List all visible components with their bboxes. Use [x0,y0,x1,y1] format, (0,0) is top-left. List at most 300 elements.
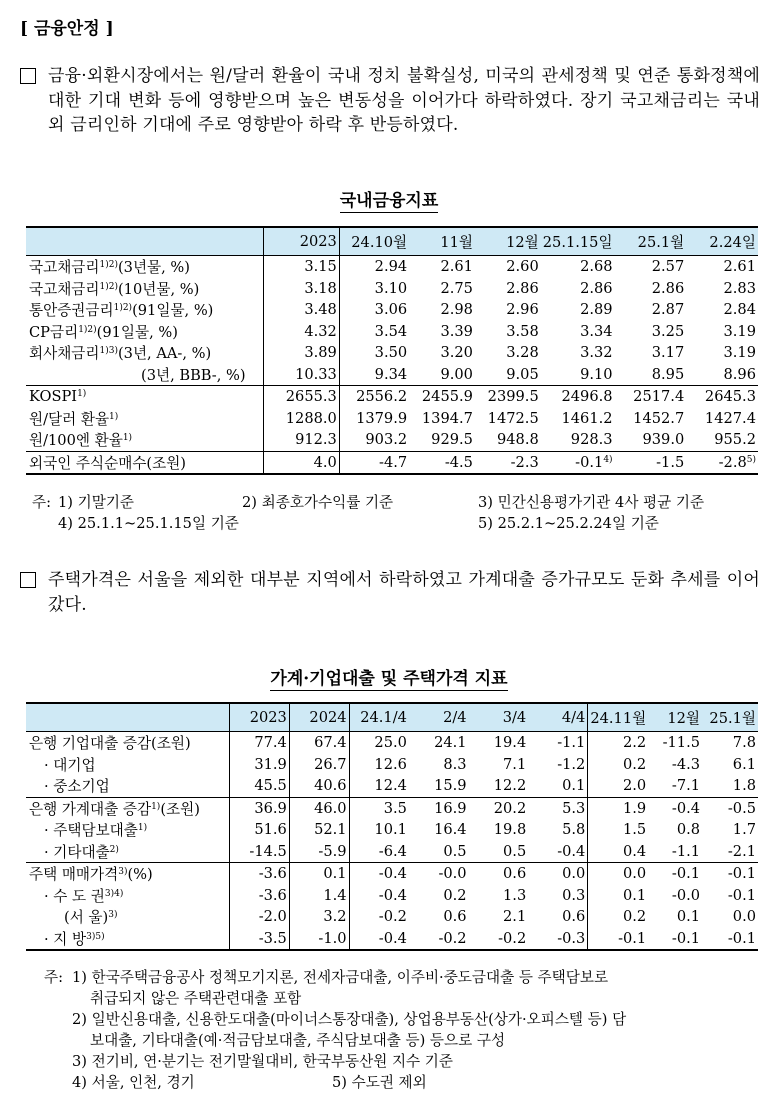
row-label [26,299,264,321]
table-cell [289,906,349,928]
table-cell [702,906,758,928]
table-row [26,819,758,841]
row-label [26,256,264,278]
table-cell [349,841,409,863]
footnote-marker: 1) [137,823,148,834]
table-cell [541,451,615,474]
cell-value: 929.5 [431,431,473,449]
row-label [26,342,264,364]
cell-value: 3.89 [304,344,337,362]
row-label-text: · 주택담보대출 [44,822,138,840]
row-label [26,364,264,386]
table-cell [702,885,758,907]
table-cell [615,364,687,386]
row-label-unit: (%) [127,866,153,884]
table-cell [264,364,340,386]
cell-value: 948.8 [496,431,539,449]
table-cell [264,342,340,364]
cell-value: -4.3 [671,755,701,773]
domestic-financial-indicators-table [26,226,758,475]
cell-value: 2.94 [374,258,408,276]
cell-value: 26.7 [314,755,347,773]
table-cell [409,841,469,863]
cell-value: 1427.4 [704,409,756,427]
table-cell [339,364,409,386]
cell-value: 955.2 [714,431,756,449]
cell-value: 928.3 [570,431,613,449]
table-cell [648,775,702,797]
row-label-unit: (조원) [160,800,200,818]
table-cell [409,321,475,343]
column-header: 4/4 [528,703,588,732]
note-2: 2) 최종호가수익률 기준 [242,494,394,511]
table-cell [339,342,409,364]
cell-value: 25.0 [374,734,407,752]
footnote-marker: 1)2) [99,281,118,292]
table-cell [686,364,758,386]
column-header: 25.1월 [615,227,687,256]
table-cell [289,819,349,841]
cell-value: 0.1 [676,908,701,926]
cell-value: -0.4 [671,799,701,817]
table-row [26,885,758,907]
row-label [26,885,230,907]
cell-value: 20.2 [493,799,527,817]
table-row [26,278,758,300]
footnote-marker: 3)4) [104,888,124,899]
row-label [26,819,230,841]
cell-value: -5.9 [318,842,347,860]
cell-value: 46.0 [314,799,347,817]
checkbox-square-icon [20,68,36,84]
cell-value: 3.54 [374,322,408,340]
table-cell [648,797,702,819]
table2-title: 가계·기업대출 및 주택가격 지표 [270,669,508,689]
footnote-marker: 1)2) [99,260,118,271]
table-cell [528,775,588,797]
cell-value: -0.1 [727,929,756,947]
cell-value: 12.6 [374,755,407,773]
row-label [26,278,264,300]
paragraph-fx-bond [20,64,760,138]
table-cell [409,775,469,797]
table-cell [289,841,349,863]
paragraph-housing [20,568,760,617]
table-row [26,299,758,321]
footnote-marker: 1)3) [99,346,118,357]
cell-value: 0.1 [323,865,347,883]
table-cell [469,754,529,776]
table1-notes [32,492,762,534]
table-cell [409,342,475,364]
row-label-unit: (3년물, %) [117,259,190,277]
table-cell [588,732,648,754]
cell-value: 51.6 [254,821,287,839]
paragraph-text: 금융·외환시장에서는 원/달러 환율이 국내 정치 불확실성, 미국의 관세정책 및 연준 통화정책에 대한 기대 변화 등에 영향받으며 높은 변동성을 이어가다 하락하였다. 장기 국고채금리는 국내외 금리인하 기대에 주로 영향받아 하락 후 반등하였다. [48,66,760,135]
table-cell [615,342,687,364]
table-cell [686,321,758,343]
table-cell [588,885,648,907]
table-cell [541,429,615,451]
table-cell [349,885,409,907]
section-title: [ 금융안정 ] [20,19,114,39]
table-row [26,386,758,408]
table-cell [588,797,648,819]
table-cell [615,429,687,451]
table-cell [686,451,758,474]
cell-value: 0.3 [562,886,586,904]
cell-value: 2.2 [623,734,647,752]
table-cell [588,863,648,885]
table-cell [289,885,349,907]
table-cell [409,408,475,430]
cell-value: 2399.5 [487,388,539,406]
table-cell [339,408,409,430]
row-label [26,906,230,928]
table-cell [289,863,349,885]
cell-value: 0.6 [443,908,467,926]
table-cell [528,885,588,907]
cell-value: 2517.4 [633,388,685,406]
table2-notes [32,967,762,1093]
table-row [26,863,758,885]
row-label-text: 국고채금리 [29,259,100,277]
cell-value: 1.9 [623,799,647,817]
cell-value: 10.33 [295,365,337,383]
table-cell [615,408,687,430]
row-label [26,797,230,819]
table-cell [409,732,469,754]
table-cell [541,321,615,343]
table-cell [264,386,340,408]
column-header: 2024 [289,703,349,732]
cell-value: -0.1 [727,886,756,904]
cell-value: 2.86 [506,279,539,297]
table-cell [469,928,529,951]
table-cell [230,819,290,841]
table-cell [230,841,290,863]
row-label [26,451,264,474]
table-cell [339,386,409,408]
cell-value: 2.61 [723,258,756,276]
cell-value: 2.61 [440,258,473,276]
cell-value: 0.2 [443,886,467,904]
row-label-text: 은행 가계대출 증감 [29,800,152,818]
table-row [26,321,758,343]
note-2b: 보대출, 기타대출(예·적금담보대출, 주식담보대출 등) 등으로 구성 [90,1032,506,1049]
cell-value: 0.5 [503,842,527,860]
table-cell [615,321,687,343]
cell-value: -0.1 [671,929,701,947]
cell-value: 3.17 [651,344,685,362]
row-label [26,775,230,797]
row-label-text: 원/달러 환율 [29,410,110,428]
cell-value: -0.4 [557,842,586,860]
cell-value: 16.4 [434,821,467,839]
table-cell [409,863,469,885]
cell-value: -3.6 [258,886,287,904]
table-row [26,732,758,754]
table-cell [409,819,469,841]
table-row [26,906,758,928]
table-cell [469,775,529,797]
row-label-text: 회사채금리 [29,345,100,363]
cell-value: 939.0 [642,431,685,449]
table-cell [541,299,615,321]
cell-value: 903.2 [365,431,408,449]
table1-title: 국내금융지표 [339,191,439,211]
cell-value: -0.4 [378,865,407,883]
table-cell [409,386,475,408]
table-cell [475,386,541,408]
cell-value: 3.32 [580,344,613,362]
table-cell [588,754,648,776]
table-cell [615,299,687,321]
row-label-text: 통안증권금리 [29,302,114,320]
cell-value: 2556.2 [356,388,408,406]
cell-value: 2.96 [506,301,539,319]
table-cell [409,278,475,300]
table-cell [339,451,409,474]
table-cell [702,732,758,754]
table-cell [648,885,702,907]
cell-value: -2.0 [258,908,287,926]
cell-value: -1.1 [671,842,701,860]
footnote-marker: 1) [122,433,133,444]
cell-value: -1.0 [318,929,347,947]
table-cell [615,386,687,408]
table-cell [702,928,758,951]
table-cell [230,906,290,928]
column-header: 12월 [648,703,702,732]
cell-value: -0.2 [438,929,467,947]
cell-value: -2.3 [510,453,539,471]
table-cell [615,278,687,300]
cell-value: 4.32 [304,322,337,340]
table-cell [475,364,541,386]
cell-value: 2455.9 [421,388,473,406]
table-cell [588,906,648,928]
row-label-text: · 지 방 [44,930,87,948]
row-label-text: KOSPI [29,388,78,406]
cell-value: 45.5 [254,777,287,795]
cell-value: -0.0 [671,886,701,904]
note-5: 5) 수도권 제외 [332,1074,427,1091]
table-cell [469,841,529,863]
cell-value: 3.20 [440,344,473,362]
cell-value: 1472.5 [487,409,539,427]
column-header: 2023 [264,227,340,256]
cell-value: -0.4 [378,886,407,904]
cell-value: -0.5 [727,799,756,817]
column-header: 24.1/4 [349,703,409,732]
table-cell [409,797,469,819]
cell-value: -3.5 [258,929,287,947]
table-cell [528,732,588,754]
cell-value: 7.1 [503,755,527,773]
cell-value: 9.05 [506,365,539,383]
table-cell [648,841,702,863]
cell-value: -0.2 [498,929,527,947]
cell-value: 3.48 [304,301,337,319]
note-4: 4) 서울, 인천, 경기 [72,1074,195,1091]
table-cell [475,256,541,278]
cell-value: 12.4 [374,777,407,795]
table-row [26,797,758,819]
table-cell [409,429,475,451]
footnote-marker: 1) [151,801,161,812]
row-label-text: 국고채금리 [29,280,100,298]
note-3: 3) 전기비, 연·분기는 전기말월대비, 한국부동산원 지수 기준 [72,1053,453,1070]
table-cell [588,775,648,797]
column-header: 25.1월 [702,703,758,732]
cell-value: 19.8 [493,821,527,839]
table-cell [528,928,588,951]
table-cell [648,754,702,776]
cell-value: 24.1 [434,734,467,752]
table-row [26,429,758,451]
footnote-marker: 1)2) [113,303,133,314]
cell-value: 1.8 [732,777,756,795]
cell-value: 1288.0 [285,409,337,427]
table-cell [702,754,758,776]
table-cell [264,299,340,321]
cell-value: -2.8 [718,453,747,471]
cell-value: 3.18 [304,279,337,297]
table-cell [409,928,469,951]
cell-value: 4.0 [313,453,337,471]
table-cell [475,408,541,430]
table-cell [264,278,340,300]
cell-value: 3.2 [323,908,347,926]
cell-value: 5.8 [562,821,586,839]
table-cell [409,754,469,776]
cell-value: 3.39 [440,322,473,340]
cell-value: 2.60 [506,258,539,276]
row-label-text: 원/100엔 환율 [29,432,123,450]
table-cell [339,278,409,300]
footnote-marker: 1) [77,389,87,400]
cell-value: 2.89 [580,301,613,319]
row-label [26,321,264,343]
cell-value: 0.5 [443,842,467,860]
table-cell [686,256,758,278]
table-cell [230,863,290,885]
table-cell [264,451,340,474]
cell-value: 40.6 [314,777,347,795]
table-cell [349,797,409,819]
row-label [26,841,230,863]
cell-value: 0.2 [623,755,647,773]
cell-value: -0.1 [618,929,647,947]
note-5: 5) 25.2.1~25.2.24일 기준 [478,515,659,532]
table-cell [230,754,290,776]
cell-value: 1.5 [623,821,647,839]
row-label-text: 은행 기업대출 증감(조원) [29,735,191,753]
table-cell [409,364,475,386]
loans-housing-indicators-table [26,702,758,951]
cell-value: -1.1 [557,734,586,752]
cell-value: 3.19 [723,344,756,362]
table-cell [339,299,409,321]
cell-value: 8.96 [723,365,756,383]
cell-value: 2655.3 [285,388,337,406]
table-cell [409,256,475,278]
table-cell [409,885,469,907]
table-cell [230,732,290,754]
table-cell [528,797,588,819]
cell-value: 3.50 [374,344,408,362]
table-cell [541,278,615,300]
cell-value: -14.5 [249,842,287,860]
cell-value: 1.7 [732,821,756,839]
footnote-marker: 4) [603,454,613,465]
table-cell [475,429,541,451]
cell-value: 0.4 [623,842,647,860]
cell-value: 19.4 [493,734,527,752]
column-header: 2023 [230,703,290,732]
table-cell [409,451,475,474]
cell-value: 2.0 [623,777,647,795]
table-row [26,256,758,278]
cell-value: 2.57 [651,258,685,276]
table-row [26,408,758,430]
cell-value: 10.1 [374,821,407,839]
cell-value: 3.28 [506,344,539,362]
cell-value: -1.2 [557,755,586,773]
cell-value: 7.8 [732,734,756,752]
table-cell [541,256,615,278]
table-cell [648,928,702,951]
row-label-unit: (10년물, %) [117,280,200,298]
column-header: 2/4 [409,703,469,732]
row-label [26,928,230,951]
cell-value: 1.3 [503,886,527,904]
row-label-text: (서 울) [64,909,109,927]
column-header: 11월 [409,227,475,256]
cell-value: 2.1 [503,908,527,926]
cell-value: 6.1 [732,755,756,773]
table-cell [475,321,541,343]
cell-value: 2645.3 [704,388,756,406]
column-header [26,703,230,732]
table-cell [541,386,615,408]
cell-value: 3.58 [506,322,539,340]
cell-value: 2496.8 [561,388,613,406]
cell-value: -0.0 [438,865,467,883]
cell-value: 31.9 [254,755,287,773]
table-cell [349,754,409,776]
cell-value: 2.86 [651,279,685,297]
row-label-unit: (91일물, %) [132,302,214,320]
table-row [26,754,758,776]
cell-value: 67.4 [314,734,347,752]
table-cell [648,906,702,928]
row-label [26,408,264,430]
table-cell [349,928,409,951]
row-label-text: · 중소기업 [44,778,110,796]
table-cell [230,797,290,819]
row-label-text: · 수 도 권 [44,887,105,905]
note-prefix: 주: [32,494,52,511]
table-cell [528,754,588,776]
table-cell [648,732,702,754]
cell-value: 8.3 [443,755,467,773]
table-cell [588,819,648,841]
cell-value: 1.4 [323,886,347,904]
row-label-text: 외국인 주식순매수(조원) [29,454,187,472]
note-1: 1) 기말기준 [58,494,135,511]
